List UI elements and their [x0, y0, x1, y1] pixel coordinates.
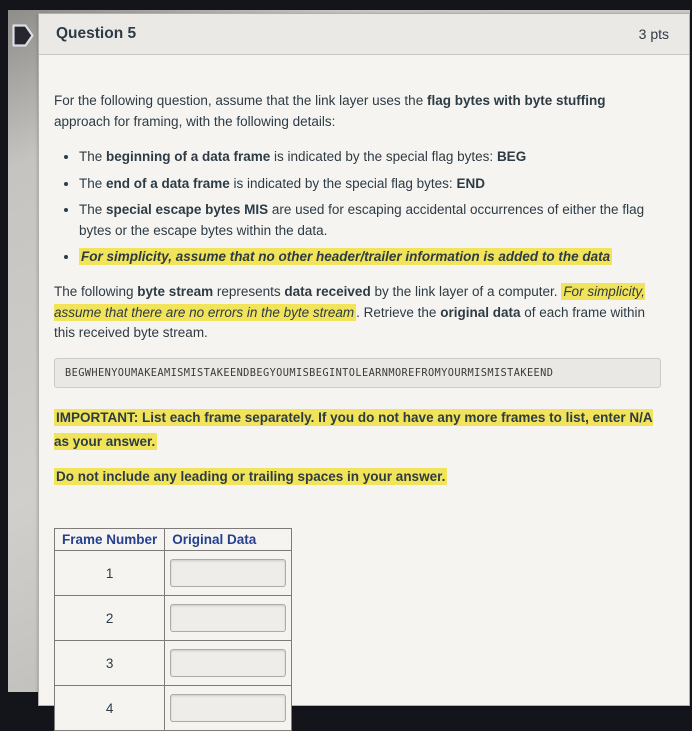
- list-item-end-flag: [79, 174, 663, 194]
- stream-paragraph: [54, 282, 663, 345]
- bullet-bold: END: [456, 175, 485, 191]
- stream-bold: byte stream: [137, 283, 214, 299]
- bullet-text: The: [79, 202, 107, 218]
- page-background: [8, 10, 690, 716]
- highlighted-note: For simplicity, assume that there are no errors in the byte stream: [54, 283, 645, 320]
- intro-bold: flag bytes with byte stuffing: [426, 93, 606, 108]
- stream-bold: original data: [440, 304, 521, 320]
- stream-text: . Retrieve the: [356, 304, 441, 320]
- intro-text: For the following question, assume that the link layer uses the: [54, 93, 427, 108]
- frame-number-cell: 3: [55, 641, 165, 686]
- list-item-simplicity-note: [79, 247, 663, 267]
- stream-bold: data received: [284, 283, 371, 299]
- table-row: [55, 551, 292, 596]
- answers-table: [54, 528, 292, 731]
- column-header-frame-number: Frame Number: [55, 529, 165, 551]
- spaces-note: Do not include any leading or trailing spaces in your answer.: [56, 468, 446, 484]
- bullet-text: are used for escaping accidental occurrences of either the flag bytes or the escape bytes within the data.: [79, 202, 645, 238]
- bullet-text: The: [79, 148, 107, 164]
- bullet-bold: end of a data frame: [106, 175, 230, 191]
- byte-stream-box: [54, 358, 661, 388]
- original-data-input-3[interactable]: [170, 649, 286, 677]
- details-list: [54, 147, 663, 268]
- intro-text: approach for framing, with the following details:: [54, 113, 336, 129]
- table-row: [55, 596, 292, 641]
- question-points: 3 pts: [638, 26, 669, 42]
- list-item-begin-flag: [79, 147, 663, 167]
- stream-text: by the link layer of a computer.: [370, 283, 562, 299]
- bullet-text: is indicated by the special flag bytes:: [229, 175, 457, 191]
- original-data-cell: [165, 596, 292, 641]
- byte-stream-text: BEGWHENYOUMAKEAMISMISTAKEENDBEGYOUMISBEGINTOLEARNMOREFROMYOURMISMISTAKEEND: [65, 367, 554, 380]
- important-note: IMPORTANT: List each frame separately. If you do not have any more frames to list, enter N/A as your answer.: [54, 410, 653, 449]
- highlighted-note: For simplicity, assume that no other header/trailer information is added to the data: [81, 249, 611, 265]
- important-note-paragraph: [54, 406, 663, 453]
- stream-text: of each frame within this received byte stream.: [54, 304, 646, 341]
- original-data-cell: [165, 641, 292, 686]
- original-data-input-4[interactable]: [170, 694, 286, 722]
- question-card: [38, 13, 690, 716]
- frame-number-cell: 4: [55, 686, 165, 731]
- spaces-note-paragraph: [54, 465, 663, 489]
- question-title: Question 5: [56, 25, 137, 42]
- stream-text: The following: [54, 283, 138, 299]
- column-header-original-data: Original Data: [165, 529, 292, 551]
- list-item-escape-byte: [79, 200, 663, 241]
- stream-text: represents: [213, 283, 285, 299]
- original-data-cell: [165, 551, 292, 596]
- question-body: [39, 55, 689, 731]
- table-row: [55, 686, 292, 731]
- frame-number-cell: 2: [55, 596, 165, 641]
- flag-question-icon[interactable]: [9, 21, 36, 50]
- original-data-cell: [165, 686, 292, 731]
- intro-paragraph: [54, 91, 663, 133]
- question-header: [39, 14, 689, 55]
- frame-number-cell: 1: [55, 551, 165, 596]
- bullet-bold: special escape bytes MIS: [106, 202, 269, 218]
- bullet-text: The: [79, 175, 107, 191]
- bullet-text: is indicated by the special flag bytes:: [270, 148, 497, 164]
- original-data-input-1[interactable]: [170, 559, 286, 587]
- bullet-bold: beginning of a data frame: [106, 148, 271, 164]
- bullet-bold: BEG: [496, 148, 527, 164]
- table-row: [55, 641, 292, 686]
- table-header-row: [55, 529, 292, 551]
- original-data-input-2[interactable]: [170, 604, 286, 632]
